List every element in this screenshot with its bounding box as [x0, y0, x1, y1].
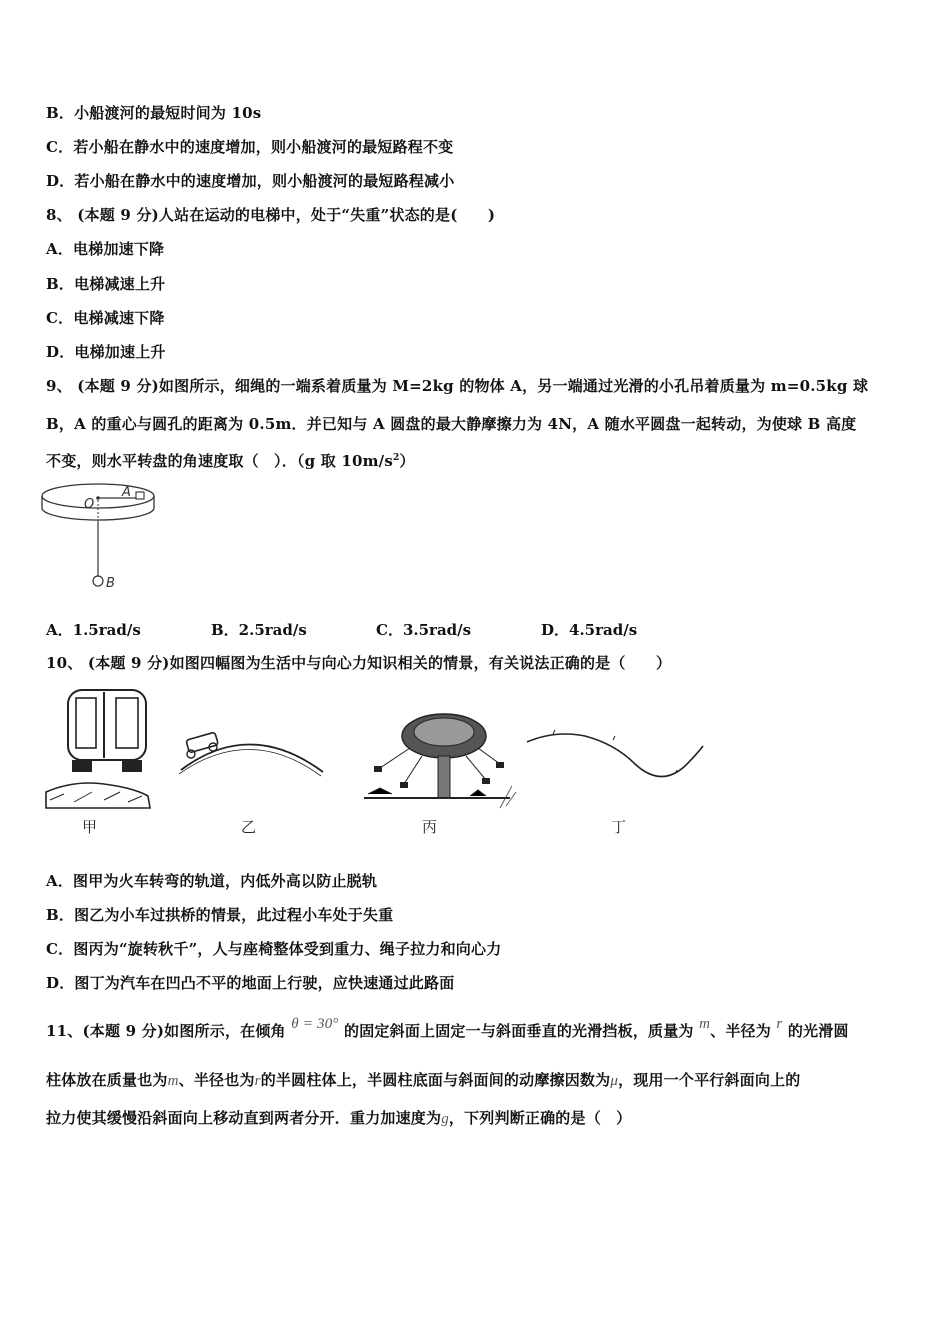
q9-label-b: B	[106, 576, 115, 591]
q10-figure-ding-road	[525, 726, 707, 842]
q11-stem-line1	[46, 1016, 849, 1041]
q10-figure-yi-bridge	[175, 720, 325, 842]
q9-option-b: B．2.5rad/s	[211, 621, 307, 639]
q11-mass-m: m	[699, 1016, 711, 1032]
q7-option-c: C．若小船在静水中的速度增加，则小船渡河的最短路程不变	[46, 138, 454, 156]
q11-mu: μ	[610, 1073, 619, 1089]
q10-option-c: C．图丙为“旋转秋千”，人与座椅整体受到重力、绳子拉力和向心力	[46, 940, 502, 958]
q11-text-2a: 柱体放在质量也为	[46, 1071, 168, 1089]
q11-mass-m-2: m	[167, 1073, 179, 1089]
q9-option-d: D．4.5rad/s	[541, 621, 638, 639]
q11-text-2c: 的半圆柱体上，半圆柱底面与斜面间的动摩擦因数为	[260, 1071, 611, 1089]
q9-turntable-figure	[40, 478, 165, 593]
q9-option-c: C．3.5rad/s	[376, 621, 472, 639]
q11-radius-r: r	[776, 1016, 783, 1032]
q8-option-b: B．电梯减速上升	[46, 275, 166, 293]
q11-text-2d: ，现用一个平行斜面向上的	[618, 1071, 801, 1089]
q9-stem-line1: 9、 (本题 9 分)如图所示，细绳的一端系着质量为 M=2kg 的物体 A，另一端通过光滑的小孔吊着质量为 m=0.5kg 球	[46, 377, 869, 395]
q10-label-ding: 丁	[611, 818, 627, 836]
q8-stem: 8、 (本题 9 分)人站在运动的电梯中，处于“失重”状态的是( )	[46, 206, 496, 224]
q9-stem-line3-end: ）	[399, 452, 415, 470]
q11-radius-r-2: r	[254, 1073, 261, 1089]
q11-text-1c: 、半径为	[710, 1022, 771, 1040]
q11-gravity-g: g	[441, 1111, 449, 1127]
q11-text-3a: 拉力使其缓慢沿斜面向上移动直到两者分开．重力加速度为	[46, 1109, 442, 1127]
q10-option-a: A．图甲为火车转弯的轨道，内低外高以防止脱轨	[46, 872, 378, 890]
q7-option-b: B．小船渡河的最短时间为 10s	[46, 104, 262, 122]
q10-label-bing: 丙	[422, 818, 438, 836]
q9-unit-exponent: 2	[393, 453, 400, 463]
q9-stem-line3	[46, 450, 415, 471]
q11-theta: θ = 30°	[291, 1016, 339, 1032]
q9-stem-line2: B，A 的重心与圆孔的距离为 0.5m．并已知与 A 圆盘的最大静摩擦力为 4N，A 随水平圆盘一起转动，为使球 B 高度	[46, 415, 857, 433]
q11-stem-line2	[46, 1069, 800, 1090]
q10-label-jia: 甲	[82, 818, 98, 836]
q11-text-1a: 11、(本题 9 分)如图所示，在倾角	[46, 1022, 286, 1040]
q10-option-b: B．图乙为小车过拱桥的情景，此过程小车处于失重	[46, 906, 394, 924]
q9-label-a: A	[122, 485, 131, 500]
q11-stem-line3	[46, 1107, 631, 1128]
q11-text-3b: ，下列判断正确的是（ ）	[448, 1109, 632, 1127]
q7-option-d: D．若小船在静水中的速度增加，则小船渡河的最短路程减小	[46, 172, 455, 190]
q8-option-d: D．电梯加速上升	[46, 343, 166, 361]
q10-stem: 10、 (本题 9 分)如图四幅图为生活中与向心力知识相关的情景，有关说法正确的是（ ）	[46, 654, 672, 672]
q9-stem-line3-text: 不变，则水平转盘的角速度取（ ）．（g 取 10m/s	[46, 452, 394, 470]
q10-label-yi: 乙	[241, 818, 257, 836]
q11-text-2b: 、半径也为	[178, 1071, 255, 1089]
q8-option-c: C．电梯减速下降	[46, 309, 165, 327]
q9-option-a: A．1.5rad/s	[46, 621, 141, 639]
q8-option-a: A．电梯加速下降	[46, 240, 165, 258]
q10-figure-bing-swing	[360, 704, 520, 842]
q11-text-1d: 的光滑圆	[787, 1022, 849, 1040]
q10-option-d: D．图丁为汽车在凹凸不平的地面上行驶，应快速通过此路面	[46, 974, 455, 992]
q10-figure-jia-train	[44, 684, 154, 842]
q11-text-1b: 的固定斜面上固定一与斜面垂直的光滑挡板，质量为	[344, 1022, 694, 1040]
q9-label-o: O	[84, 497, 95, 512]
